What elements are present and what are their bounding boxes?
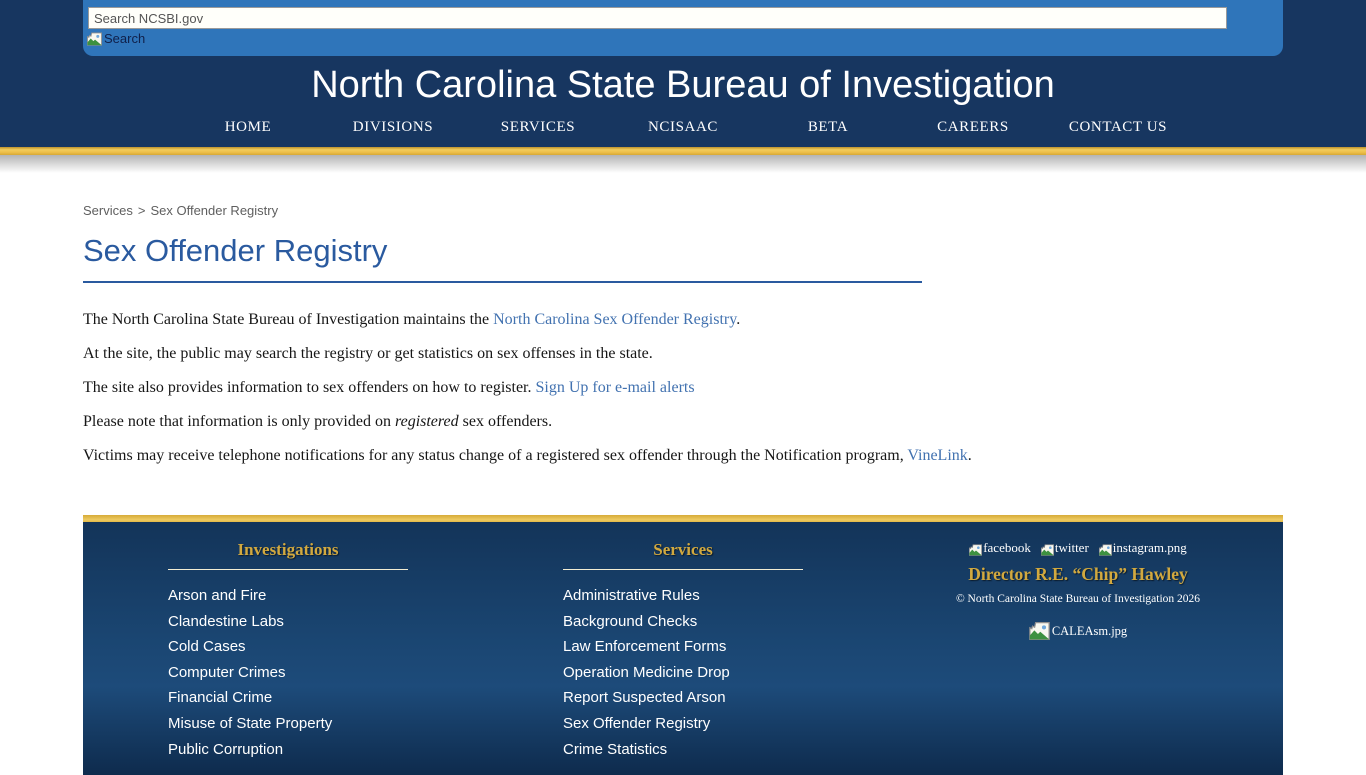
footer-list-item [168,711,408,737]
body-text: Victims may receive telephone notifications for any status change of a registered sex offender through the Notification program, [83,447,908,464]
footer-link-computer-crimes[interactable]: Computer Crimes [168,663,286,681]
footer-list-investigations [168,583,408,762]
header-shadow [0,155,1366,173]
footer-link-misuse-of-state-property[interactable]: Misuse of State Property [168,714,333,732]
footer-link-cold-cases[interactable]: Cold Cases [168,638,246,656]
calea-alt-label: CALEAsm.jpg [1051,623,1128,638]
search-button[interactable] [87,31,145,46]
social-alt-label: twitter [1054,540,1089,555]
footer-heading-underline [563,569,803,570]
broken-image-icon [1041,544,1054,556]
site-title: North Carolina State Bureau of Investigation [311,64,1055,106]
footer-list-item [168,660,408,686]
footer-link-background-checks[interactable]: Background Checks [563,612,698,630]
body-text: . [736,311,741,328]
footer-heading-underline [168,569,408,570]
link-north-carolina-sex-offender-registry[interactable]: North Carolina Sex Offender Registry [493,311,737,328]
body-text: . [967,447,972,464]
social-instagram-png[interactable] [1099,540,1187,556]
footer-col-info [923,540,1233,640]
main-nav [0,107,1366,147]
footer-link-report-suspected-arson[interactable]: Report Suspected Arson [563,689,726,707]
nav-careers[interactable]: CAREERS [937,119,1009,135]
footer-link-arson-and-fire[interactable]: Arson and Fire [168,587,267,604]
breadcrumb-parent[interactable]: Services [83,203,133,218]
footer-list-item [563,711,803,737]
footer-link-public-corruption[interactable]: Public Corruption [168,740,284,758]
nav-contact-us[interactable]: CONTACT US [1068,119,1168,135]
calea-image [923,622,1233,640]
social-twitter[interactable] [1041,540,1089,556]
nav-ncisaac[interactable]: NCISAAC [647,119,719,135]
paragraph [83,310,1283,329]
footer-link-sex-offender-registry[interactable]: Sex Offender Registry [563,714,711,732]
footer-heading-services: Services [653,540,713,559]
header-container [83,0,1283,56]
footer-link-law-enforcement-forms[interactable]: Law Enforcement Forms [563,638,727,656]
body-text: The North Carolina State Bureau of Investigation maintains the [83,311,494,328]
social-facebook[interactable] [969,540,1031,556]
footer-list-item [563,583,803,609]
footer-body [83,522,1283,775]
social-alt-label: facebook [983,540,1031,555]
footer-col-services [563,540,803,762]
footer-list-item [168,737,408,763]
social-alt-label: instagram.png [1112,540,1187,555]
breadcrumb-separator: > [137,203,146,218]
body-text: At the site, the public may search the registry or get statistics on sex offenses in the state. [83,345,653,362]
breadcrumb [83,203,1283,218]
footer-list-item [168,685,408,711]
footer-list-item [563,737,803,763]
footer-heading-investigations: Investigations [237,540,339,559]
search-button-label: Search [104,31,146,46]
body-text: sex offenders. [458,413,553,430]
footer-container [83,515,1283,775]
nav-home[interactable]: HOME [224,119,272,135]
footer-gold-bar [83,515,1283,522]
paragraph [83,446,1283,465]
footer-list-item [563,685,803,711]
search-input[interactable] [88,7,1227,29]
paragraph [83,412,1283,431]
broken-image-icon [1029,622,1050,640]
search-bar [83,0,1283,56]
social-links [923,540,1233,556]
nav-beta[interactable]: BETA [807,119,849,135]
page-paragraphs [83,310,1283,465]
gold-divider [0,147,1366,155]
footer-link-clandestine-labs[interactable]: Clandestine Labs [168,612,284,630]
footer-list-item [563,609,803,635]
footer-link-financial-crime[interactable]: Financial Crime [168,689,273,707]
emphasis-text: registered [394,413,459,430]
page-title: Sex Offender Registry [83,233,922,283]
body-text: Please note that information is only provided on [83,413,395,430]
nav-divisions[interactable]: DIVISIONS [352,119,434,135]
footer-list-item [168,609,408,635]
footer-list-item [563,660,803,686]
footer-list-item [168,634,408,660]
footer-col-investigations [168,540,408,762]
footer-list-item [168,583,408,609]
footer-link-crime-statistics[interactable]: Crime Statistics [563,740,668,758]
footer-list-item [563,634,803,660]
breadcrumb-current: Sex Offender Registry [150,203,279,218]
link-sign-up-for-e-mail-alerts[interactable]: Sign Up for e-mail alerts [535,379,695,396]
broken-image-icon [87,32,102,46]
link-vinelink[interactable]: VineLink [907,447,968,464]
footer-list-services [563,583,803,762]
main-content [83,173,1283,515]
site-header [0,0,1366,147]
copyright: © North Carolina State Bureau of Investigation 2026 [955,593,1201,605]
broken-image-icon [969,544,982,556]
broken-image-icon [1099,544,1112,556]
site-footer [0,515,1366,775]
footer-link-administrative-rules[interactable]: Administrative Rules [563,587,700,604]
nav-services[interactable]: SERVICES [500,119,576,135]
paragraph [83,378,1283,397]
director-name: Director R.E. “Chip” Hawley [968,564,1188,584]
paragraph [83,344,1283,363]
body-text: The site also provides information to sex offenders on how to register. [83,379,536,396]
footer-link-operation-medicine-drop[interactable]: Operation Medicine Drop [563,663,730,681]
